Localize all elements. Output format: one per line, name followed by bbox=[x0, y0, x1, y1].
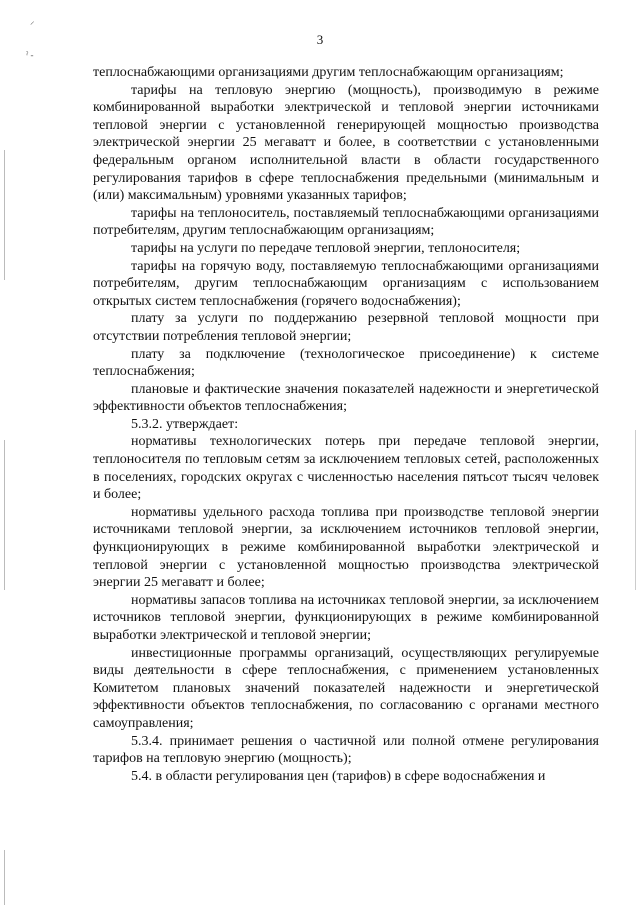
paragraph: нормативы удельного расхода топлива при производстве тепловой энергии источниками тепловой энергии, за исключением источников тепловой энергии, функционирующих в режиме комбинированной выработки электрической и тепловой энергии с установленной мощностью производства электрической энергии 25 мегаватт и более; bbox=[93, 504, 599, 591]
document-body bbox=[93, 64, 599, 785]
paragraph: теплоснабжающими организациями другим теплоснабжающим организациям; bbox=[93, 65, 564, 80]
paragraph: инвестиционные программы организаций, осуществляющих регулируемые виды деятельности в сфере теплоснабжения, с применением установленных Комитетом плановых значений показателей надежности и энергетической эффективности объектов теплоснабжения, по согласованию с органами местного самоуправления; bbox=[93, 645, 599, 731]
scan-mark: ˀ - bbox=[26, 50, 34, 60]
paragraph: плату за услуги по поддержанию резервной тепловой мощности при отсутствии потребления тепловой энергии; bbox=[93, 311, 599, 344]
scan-margin-line bbox=[4, 440, 5, 590]
scan-margin-line bbox=[4, 150, 5, 280]
paragraph: плату за подключение (технологическое присоединение) к системе теплоснабжения; bbox=[93, 346, 599, 380]
page-number: 3 bbox=[316, 32, 324, 47]
paragraph: тарифы на услуги по передаче тепловой энергии, теплоносителя; bbox=[131, 240, 521, 256]
scan-margin-line bbox=[635, 430, 636, 590]
paragraph: нормативы технологических потерь при передаче тепловой энергии, теплоносителя по тепловым сетям за исключением тепловых сетей, расположенных в поселениях, городских округах с численностью населения пятьсот тысяч человек и более; bbox=[93, 434, 599, 503]
paragraph: 5.3.2. утверждает: bbox=[131, 416, 239, 432]
paragraph: 5.4. в области регулирования цен (тарифов) в сфере водоснабжения и bbox=[131, 768, 546, 784]
paragraph: 5.3.4. принимает решения о частичной или полной отмене регулирования тарифов на тепловую энергию (мощность); bbox=[93, 733, 599, 767]
paragraph: тарифы на тепловую энергию (мощность), производимую в режиме комбинированной выработки электрической и тепловой энергии источниками тепловой энергии с установленной генерирующей мощностью производства электрической энергии 25 мегаватт и более, в соответствии с установленными федеральным органом исполнительной власти в области государственного регулирования тарифов в сфере теплоснабжения предельными (минимальным и (или) максимальным) уровнями указанных тарифов; bbox=[93, 82, 599, 204]
paragraph: нормативы запасов топлива на источниках тепловой энергии, за исключением источников тепловой энергии, функционирующих в режиме комбинированной выработки электрической и тепловой энергии; bbox=[93, 592, 599, 643]
paragraph: плановые и фактические значения показателей надежности и энергетической эффективности объектов теплоснабжения; bbox=[93, 381, 599, 415]
paragraph: тарифы на теплоноситель, поставляемый теплоснабжающими организациями потребителям, другим теплоснабжающим организациям; bbox=[93, 205, 599, 239]
scan-margin-line bbox=[4, 850, 5, 905]
paragraph: тарифы на горячую воду, поставляемую теплоснабжающими организациями потребителям, другим теплоснабжающим организациям с использованием открытых систем теплоснабжения (горячего водоснабжения); bbox=[93, 258, 599, 309]
scan-mark: ⸝ bbox=[30, 16, 35, 26]
